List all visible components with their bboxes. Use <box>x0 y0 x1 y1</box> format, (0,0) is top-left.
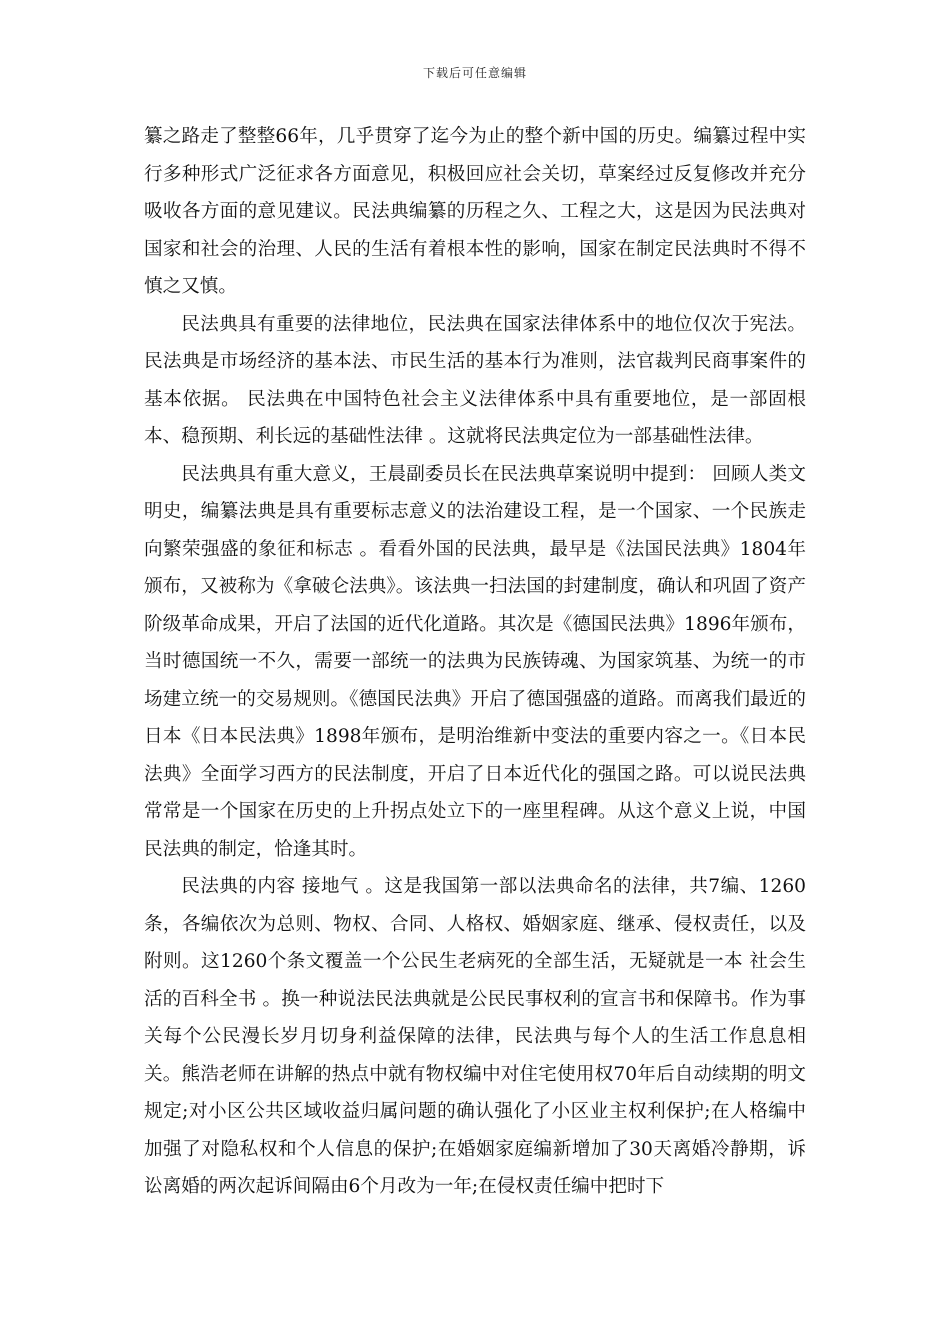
page-header: 下载后可任意编辑 <box>422 66 527 80</box>
paragraph-2: 民法典具有重要的法律地位，民法典在国家法律体系中的地位仅次于宪法。民法典是市场经济的基本法、市民生活的基本行为准则，法官裁判民商事案件的基本依据。 民法典在中国特色社会主义法律体系中具有重要地位，是一部固根本、稳预期、利长远的基础性法律 。这就将民法典定位为一部基础性法律。 <box>144 313 806 447</box>
document-body <box>144 118 806 1206</box>
paragraph-3: 民法典具有重大意义，王晨副委员长在民法典草案说明中提到： 回顾人类文明史，编纂法典是具有重要标志意义的法治建设工程，是一个国家、一个民族走向繁荣强盛的象征和标志 。看看外国的民法典，最早是《法国民法典》1804年颁布，又被称为《拿破仑法典》。该法典一扫法国的封建制度，确认和巩固了资产阶级革命成果，开启了法国的近代化道路。其次是《德国民法典》1896年颁布，当时德国统一不久，需要一部统一的法典为民族铸魂、为国家筑基、为统一的市场建立统一的交易规则。《德国民法典》开启了德国强盛的道路。而离我们最近的日本《日本民法典》1898年颁布，是明治维新中变法的重要内容之一。《日本民法典》全面学习西方的民法制度，开启了日本近代化的强国之路。可以说民法典常常是一个国家在历史的上升拐点处立下的一座里程碑。从这个意义上说，中国民法典的制定，恰逢其时。 <box>144 463 806 860</box>
paragraph-1: 纂之路走了整整66年，几乎贯穿了迄今为止的整个新中国的历史。编纂过程中实行多种形式广泛征求各方面意见，积极回应社会关切，草案经过反复修改并充分吸收各方面的意见建议。民法典编纂的历程之久、工程之大，这是因为民法典对国家和社会的治理、人民的生活有着根本性的影响，国家在制定民法典时不得不慎之又慎。 <box>144 126 806 297</box>
paragraph-4: 民法典的内容 接地气 。这是我国第一部以法典命名的法律，共7编、1260条，各编依次为总则、物权、合同、人格权、婚姻家庭、继承、侵权责任，以及附则。这1260个条文覆盖一个公民生老病死的全部生活，无疑就是一本 社会生活的百科全书 。换一种说法民法典就是公民民事权利的宣言书和保障书。作为事关每个公民漫长岁月切身利益保障的法律，民法典与每个人的生活工作息息相关。熊浩老师在讲解的热点中就有物权编中对住宅使用权70年后自动续期的明文规定;对小区公共区域收益归属问题的确认强化了小区业主权利保护;在人格编中加强了对隐私权和个人信息的保护;在婚姻家庭编新增加了30天离婚冷静期，诉讼离婚的两次起诉间隔由6个月改为一年;在侵权责任编中把时下 <box>144 876 806 1197</box>
